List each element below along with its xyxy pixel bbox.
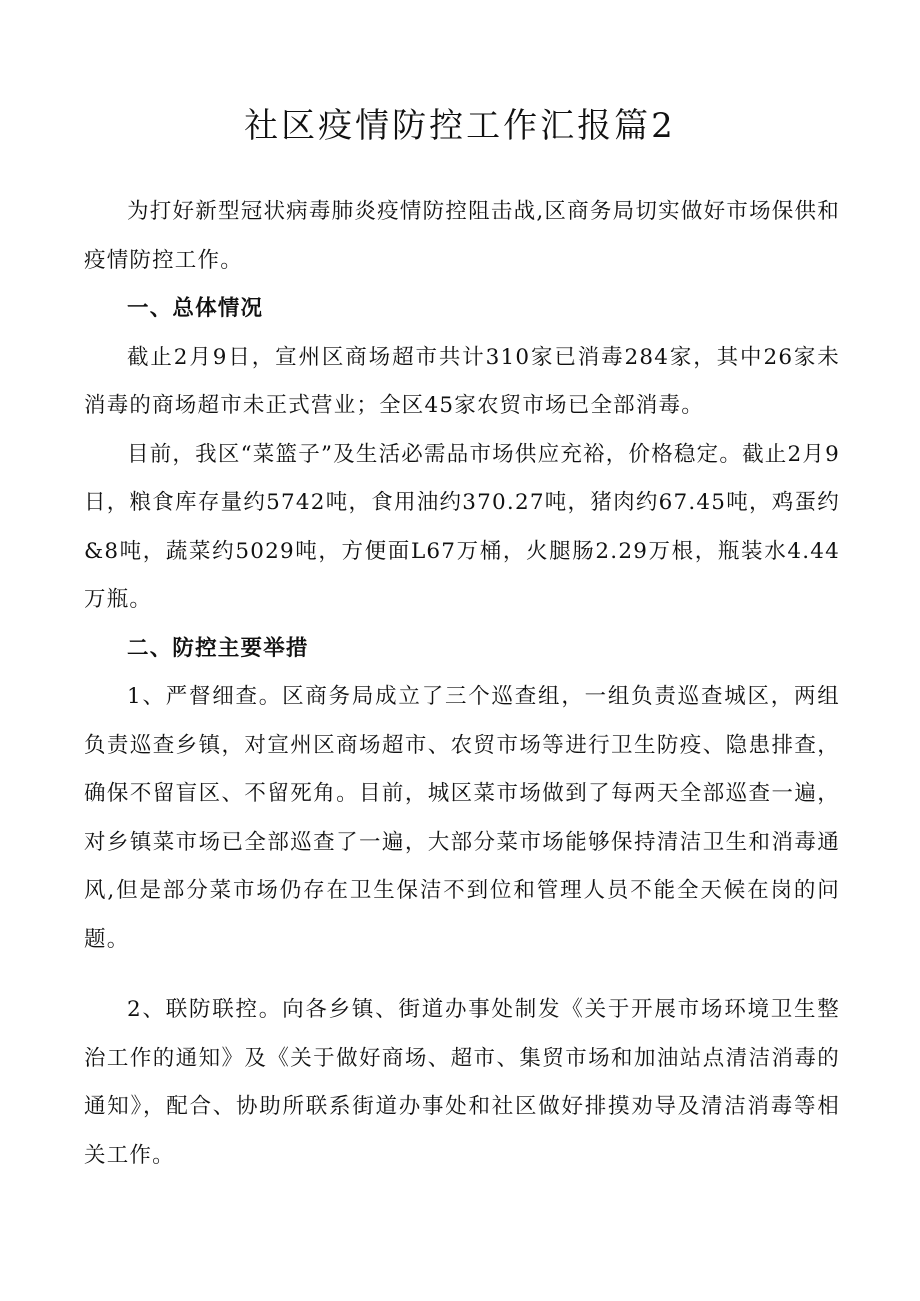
measures-paragraph-1: 1、严督细查。区商务局成立了三个巡查组，一组负责巡查城区，两组负责巡查乡镇，对宣州区商场超市、农贸市场等进行卫生防疫、隐患排查，确保不留盲区、不留死角。目前，城区菜市场做到了每两天全部巡查一遍，对乡镇菜市场已全部巡查了一遍，大部分菜市场能够保持清洁卫生和消毒通风,但是部分菜市场仍存在卫生保洁不到位和管理人员不能全天候在岗的问题。: [84, 684, 840, 952]
overview-paragraph-2: 目前，我区“菜篮子”及生活必需品市场供应充裕，价格稳定。截止2月9日，粮食库存量约5742吨，食用油约370.27吨，猪肉约67.45吨，鸡蛋约&8吨，蔬菜约5029吨，方便面L67万桶，火腿肠2.29万根，瓶装水4.44万瓶。: [84, 441, 840, 612]
measures-paragraph-2: 2、联防联控。向各乡镇、街道办事处制发《关于开展市场环境卫生整治工作的通知》及《关于做好商场、超市、集贸市场和加油站点清洁消毒的通知》，配合、协助所联系街道办事处和社区做好排摸劝导及清洁消毒等相关工作。: [84, 997, 840, 1168]
paragraph-spacer: [84, 964, 840, 986]
overview-paragraph-1: 截止2月9日，宣州区商场超市共计310家已消毒284家，其中26家未消毒的商场超市未正式营业；全区45家农贸市场已全部消毒。: [84, 344, 840, 418]
document-body: [84, 188, 840, 1180]
section-heading-overview: 一、总体情况: [127, 296, 264, 321]
intro-paragraph: 为打好新型冠状病毒肺炎疫情防控阻击战,区商务局切实做好市场保供和疫情防控工作。: [84, 199, 840, 273]
document-title: 社区疫情防控工作汇报篇2: [244, 106, 676, 146]
section-heading-measures: 二、防控主要举措: [127, 635, 309, 661]
